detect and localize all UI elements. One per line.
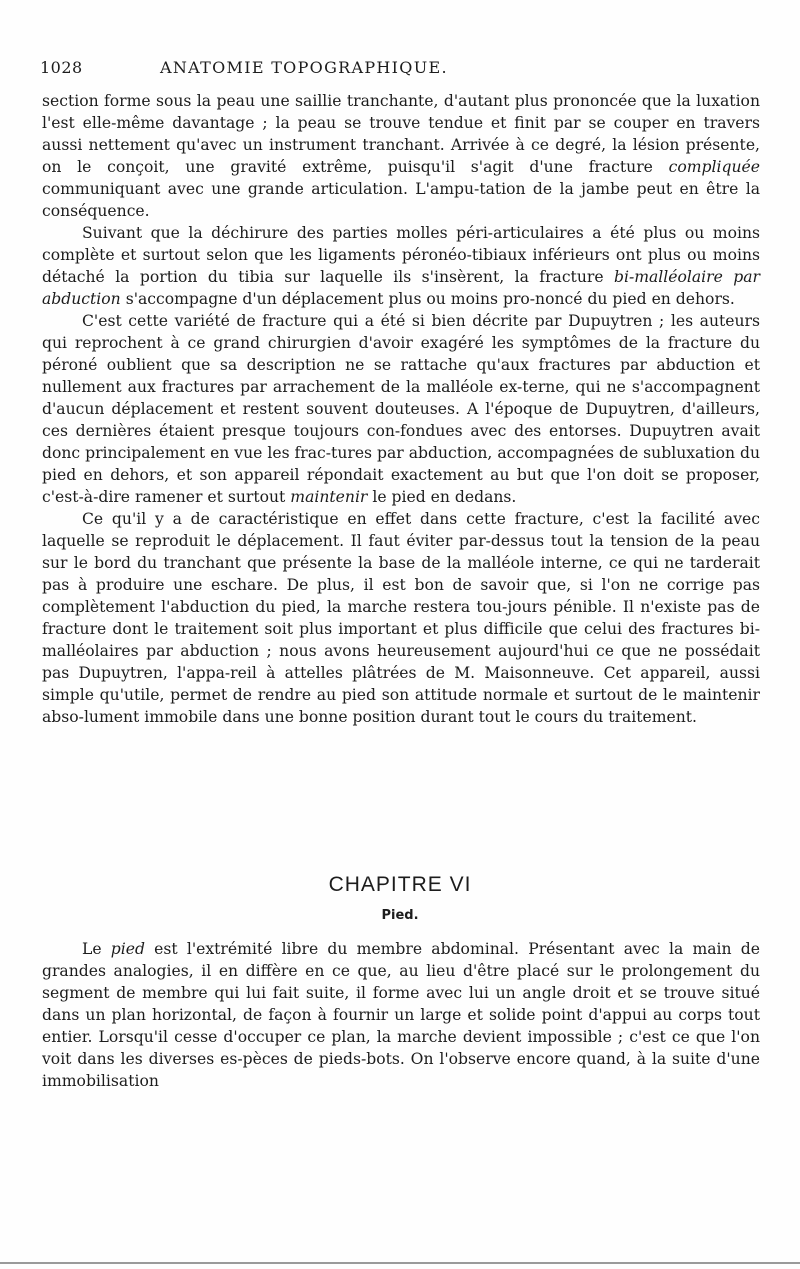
chapter-title: CHAPITRE VI bbox=[328, 873, 472, 896]
page-number: 1028 bbox=[40, 58, 83, 77]
text-run: Le bbox=[82, 940, 111, 958]
paragraph bbox=[42, 222, 760, 310]
running-title: ANATOMIE TOPOGRAPHIQUE. bbox=[160, 58, 448, 77]
italic-term: compliquée bbox=[668, 158, 760, 176]
italic-term: pied bbox=[110, 940, 145, 958]
text-run: s'accompagne d'un déplacement plus ou moins pro-noncé du pied en dehors. bbox=[120, 290, 735, 308]
page-header bbox=[40, 58, 760, 80]
paragraph bbox=[42, 938, 760, 1092]
paragraph bbox=[42, 90, 760, 222]
paragraph bbox=[42, 508, 760, 728]
section-title: Pied. bbox=[381, 908, 419, 923]
text-run: communiquant avec une grande articulation. L'ampu-tation de la jambe peut en être la conséquence. bbox=[42, 180, 760, 220]
italic-term: bi-malléolaire par abduction bbox=[42, 268, 760, 308]
body-text-bottom bbox=[42, 938, 760, 1092]
text-run: section forme sous la peau une saillie tranchante, d'autant plus prononcée que la luxation l'est elle-même davantage ; la peau se trouve tendue et finit par se couper en travers aussi nettement qu'avec un instrument tranchant. Arrivée à ce degré, la lésion présente, on le conçoit, une gravité extrême, puisqu'il s'agit d'une fracture bbox=[42, 92, 760, 176]
text-run: est l'extrémité libre du membre abdominal. Présentant avec la main de grandes analogies, il en diffère en ce que, au lieu d'être placé sur le prolongement du segment de membre qui lui fait suite, il forme avec lui un angle droit et se trouve situé dans un plan horizontal, de façon à fournir un large et solide point d'appui au corps tout entier. Lorsqu'il cesse d'occuper ce plan, la marche devient impossible ; c'est ce que l'on voit dans les diverses es-pèces de pieds-bots. On l'observe encore quand, à la suite d'une immobilisation bbox=[42, 940, 760, 1090]
text-run: le pied en dedans. bbox=[367, 488, 517, 506]
text-run: C'est cette variété de fracture qui a été si bien décrite par Dupuytren ; les auteurs qui reprochent à ce grand chirurgien d'avoir exagéré les symptômes de la fracture du péroné oublient que sa description ne se rattache qu'aux fractures par abduction et nullement aux fractures par arrachement de la malléole ex-terne, qui ne s'accompagnent d'aucun déplacement et restent souvent douteuses. A l'époque de Dupuytren, d'ailleurs, ces dernières étaient presque toujours con-fondues avec des entorses. Dupuytren avait donc principalement en vue les frac-tures par abduction, accompagnées de subluxation du pied en dehors, et son appareil répondait exactement au but que l'on doit se proposer, c'est-à-dire ramener et surtout bbox=[42, 312, 760, 506]
text-run: Ce qu'il y a de caractéristique en effet dans cette fracture, c'est la facilité avec laquelle se reproduit le déplacement. Il faut éviter par-dessus tout la tension de la peau sur le bord du tranchant que présente la base de la malléole interne, ce qui ne tarderait pas à produire une eschare. De plus, il est bon de savoir que, si l'on ne corrige pas complètement l'abduction du pied, la marche restera tou-jours pénible. Il n'existe pas de fracture dont le traitement soit plus important et plus difficile que celui des fractures bi-malléolaires par abduction ; nous avons heureusement aujourd'hui ce que ne possédait pas Dupuytren, l'appa-reil à attelles plâtrées de M. Maisonneuve. Cet appareil, aussi simple qu'utile, permet de rendre au pied son attitude normale et surtout de le maintenir abso-lument immobile dans une bonne position durant tout le cours du traitement. bbox=[42, 510, 760, 726]
text-run: Suivant que la déchirure des parties molles péri-articulaires a été plus ou moins complète et surtout selon que les ligaments péronéo-tibiaux inférieurs ont plus ou moins détaché la portion du tibia sur laquelle ils s'insèrent, la fracture bbox=[42, 224, 760, 286]
body-text-top bbox=[42, 90, 760, 728]
paragraph bbox=[42, 310, 760, 508]
italic-term: maintenir bbox=[290, 488, 368, 506]
page-bottom-rule bbox=[0, 1262, 800, 1264]
